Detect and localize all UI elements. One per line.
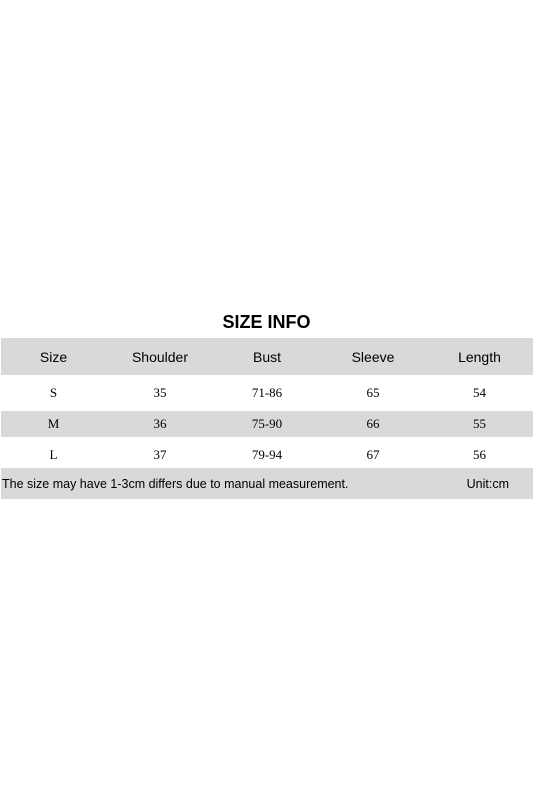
length-cell: 56 — [473, 447, 486, 462]
measurement-note: The size may have 1-3cm differs due to manual measurement. — [2, 476, 349, 491]
bust-cell: 71-86 — [251, 385, 283, 400]
length-cell: 54 — [473, 385, 486, 400]
footer-note-row — [1, 468, 533, 499]
column-header-shoulder: Shoulder — [131, 348, 189, 365]
sleeve-cell: 65 — [366, 385, 380, 400]
column-header-length: Length — [458, 348, 501, 365]
sleeve-cell: 67 — [366, 447, 380, 462]
shoulder-cell: 37 — [153, 447, 167, 462]
size-cell: S — [49, 385, 58, 400]
table-row — [1, 442, 533, 468]
column-header-size: Size — [39, 348, 68, 365]
length-cell: 55 — [473, 416, 486, 431]
column-header-sleeve: Sleeve — [351, 348, 395, 365]
unit-label: Unit:cm — [466, 476, 509, 491]
table-row — [1, 380, 533, 406]
size-table — [1, 338, 533, 499]
shoulder-cell: 35 — [153, 385, 167, 400]
size-cell: L — [49, 447, 58, 462]
page-title: SIZE INFO — [222, 312, 311, 332]
size-cell: M — [47, 416, 60, 431]
bust-cell: 75-90 — [251, 416, 283, 431]
shoulder-cell: 36 — [153, 416, 167, 431]
column-header-bust: Bust — [252, 348, 281, 365]
sleeve-cell: 66 — [366, 416, 380, 431]
table-header-row — [1, 338, 533, 375]
bust-cell: 79-94 — [251, 447, 283, 462]
table-row — [1, 411, 533, 437]
